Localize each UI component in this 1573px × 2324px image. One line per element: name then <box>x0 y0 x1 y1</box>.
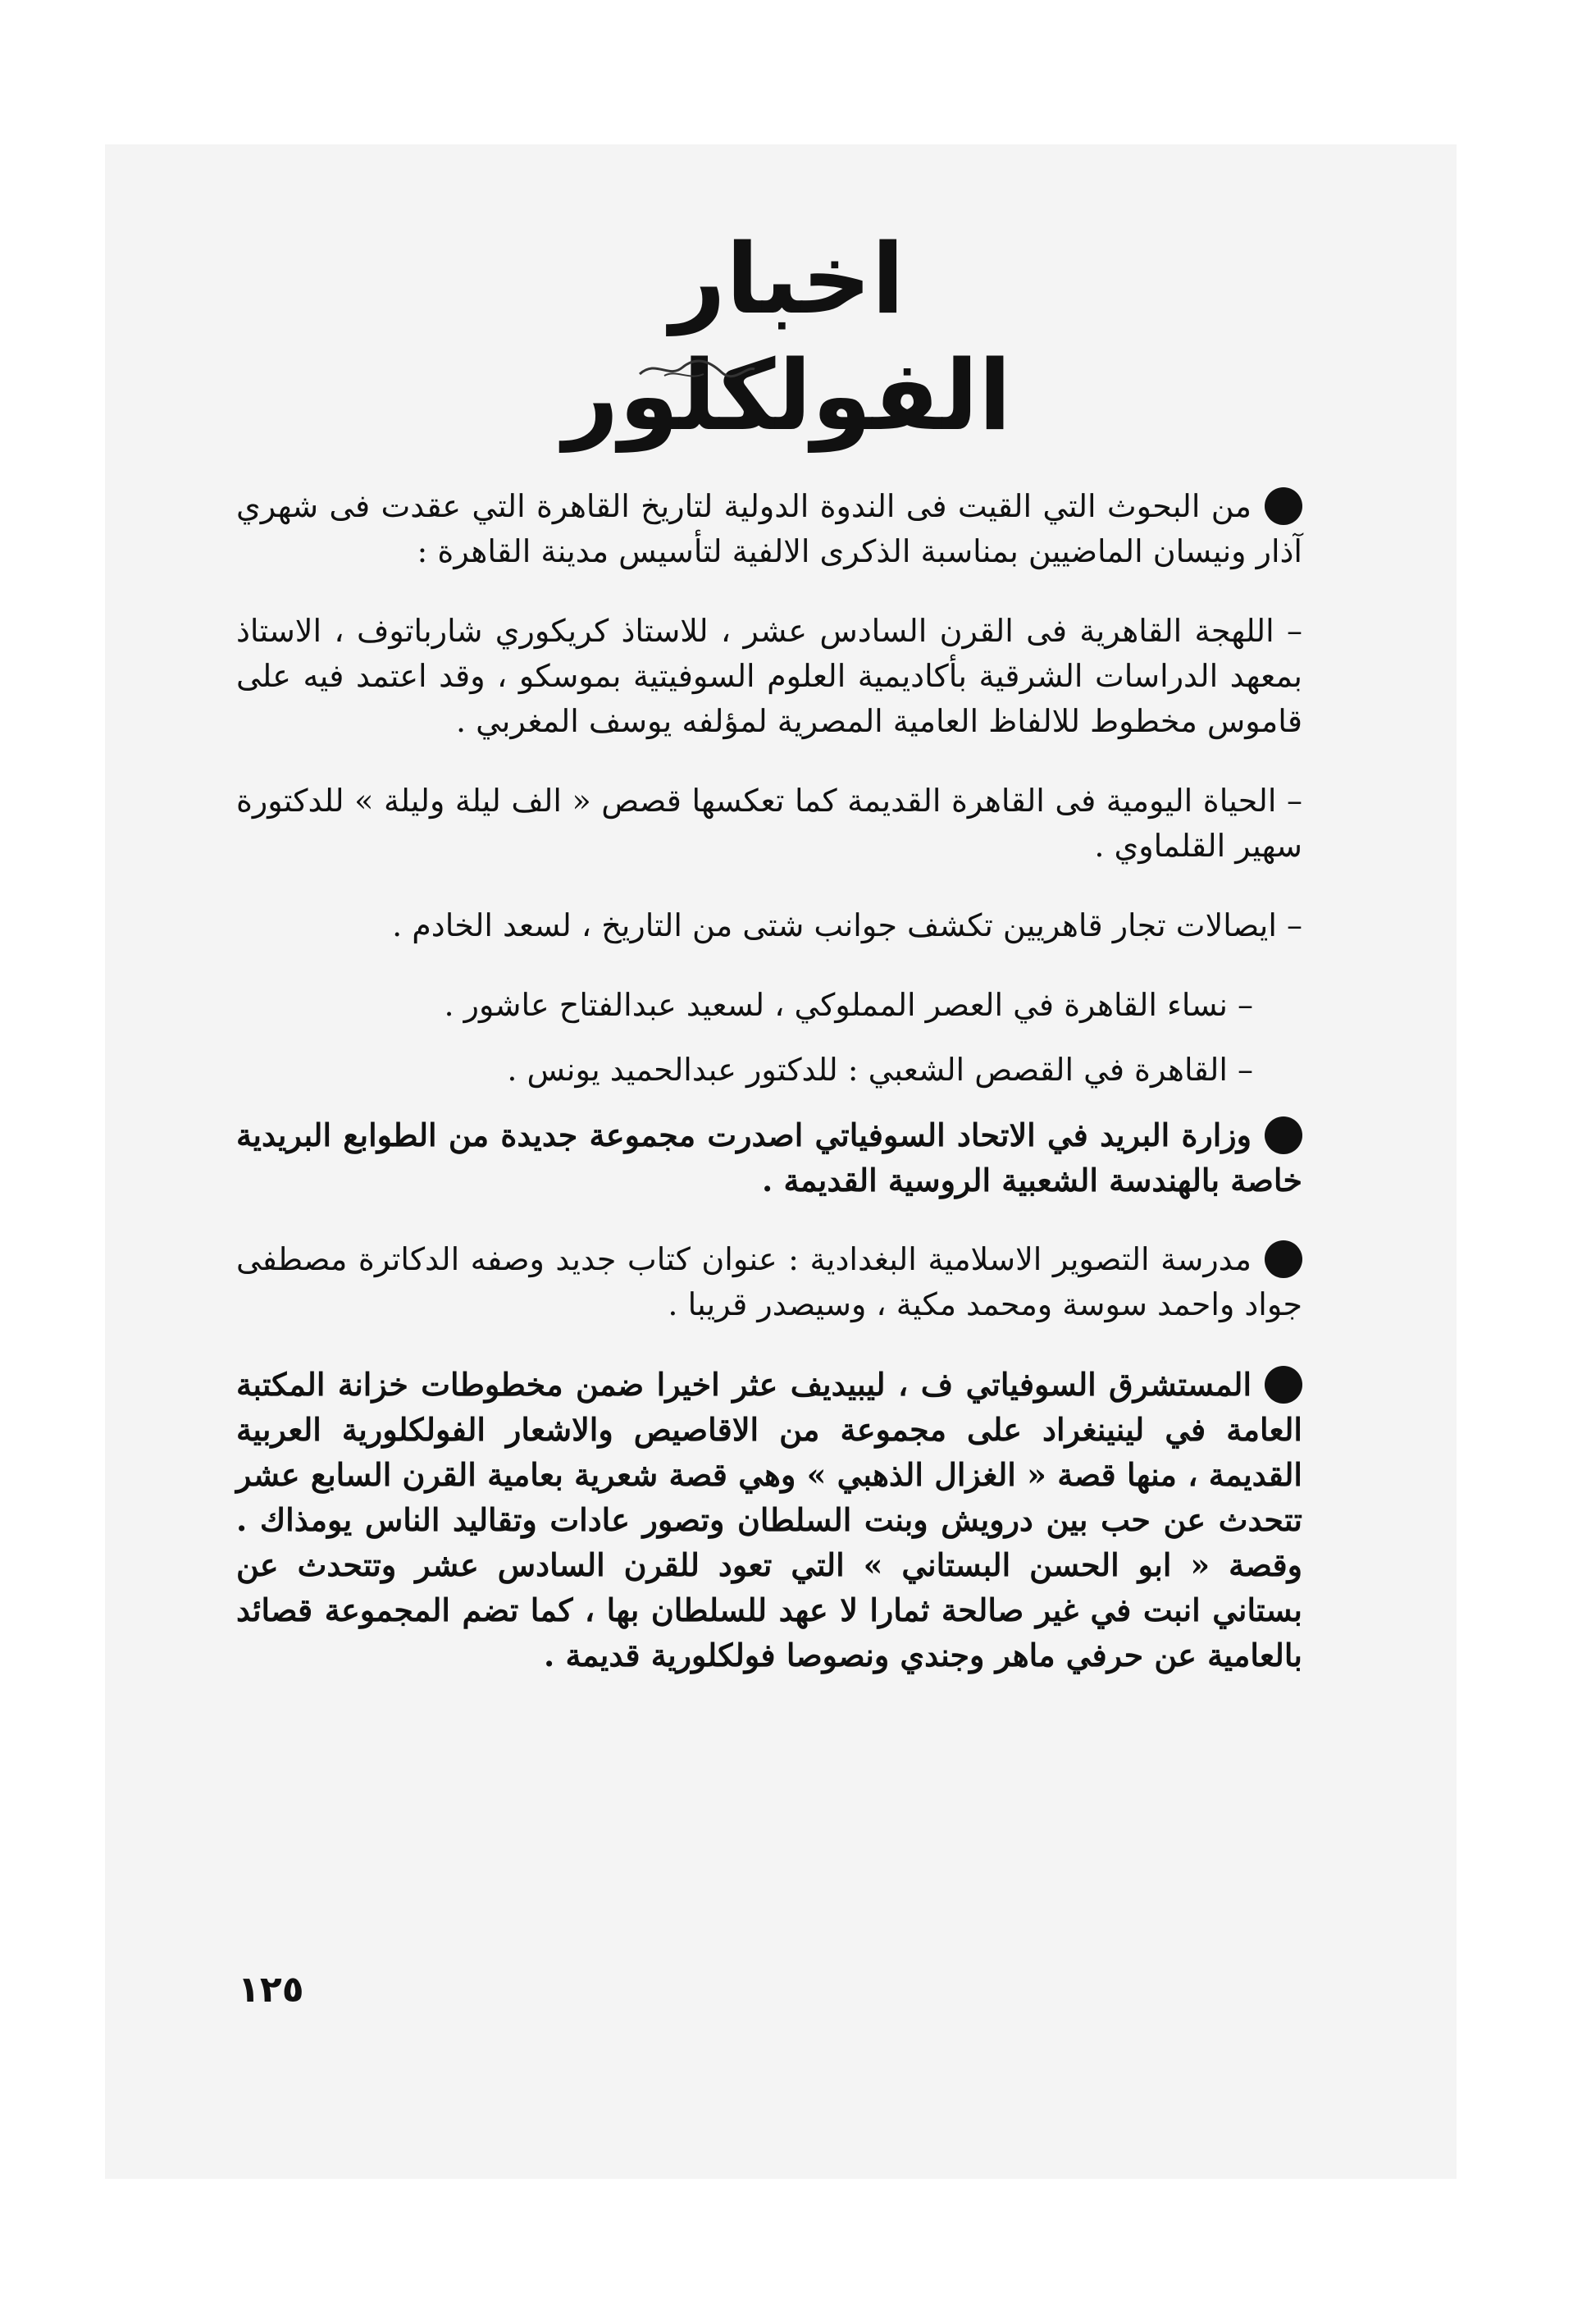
research-item: – نساء القاهرة في العصر المملوكي ، لسعيد عبدالفتاح عاشور . <box>444 987 1253 1023</box>
article-body <box>236 484 1302 1712</box>
bullet-dot-icon <box>1265 1240 1302 1278</box>
page-number: ١٢٥ <box>238 1969 304 2011</box>
research-item: – ايصالات تجار قاهريين تكشف جوانب شتى من التاريخ ، لسعد الخادم . <box>392 907 1302 943</box>
news-item-text: المستشرق السوفياتي ف ، ليبيديف عثر اخيرا ضمن مخطوطات خزانة المكتبة العامة في لينينغراد على مجموعة من الاقاصيص والاشعار الفولكلورية العربية القديمة ، منها قصة « الغزال الذهبي » وهي قصة شعرية بعامية القرن السابع عشر تتحدث عن حب بين درويش وبنت السلطان وتصور عادات وتقاليد الناس يومذاك . وقصة « ابو الحسن البستاني » التي تعود للقرن السادس عشر وتتحدث عن بستاني انبت في غير صالحة ثمارا لا عهد للسلطان بها ، كما تضم المجموعة قصائد بالعامية عن حرفي ماهر وجندي ونصوصا فولكلورية قديمة . <box>236 1366 1302 1673</box>
news-item-cairo-symposium <box>236 484 1302 574</box>
bullet-dot-icon <box>1265 487 1302 525</box>
research-item: – القاهرة في القصص الشعبي : للدكتور عبدالحميد يونس . <box>507 1052 1253 1088</box>
calligrapher-signature <box>631 351 763 384</box>
bullet-dot-icon <box>1265 1366 1302 1404</box>
news-item-leningrad-manuscripts <box>236 1362 1302 1678</box>
bullet-dot-icon <box>1265 1116 1302 1154</box>
news-item-text: مدرسة التصوير الاسلامية البغدادية : عنوان كتاب جديد وصفه الدكاترة مصطفى جواد واحمد سوسة ومحمد مكية ، وسيصدر قريبا . <box>236 1241 1302 1322</box>
news-item-text: وزارة البريد في الاتحاد السوفياتي اصدرت مجموعة جديدة من الطوابع البريدية خاصة بالهندسة الشعبية الروسية القديمة . <box>236 1116 1302 1199</box>
research-item: – اللهجة القاهرية فى القرن السادس عشر ، للاستاذ كريكوري شارباتوف ، الاستاذ بمعهد الدراسات الشرقية بأكاديمية العلوم السوفيتية بموسكو ، وقد اعتمد فيه على قاموس مخطوط للالفاظ العامية المصرية لمؤلفه يوسف المغربي . <box>236 613 1302 739</box>
news-item-soviet-stamps <box>236 1112 1302 1203</box>
news-item-baghdad-school <box>236 1237 1302 1327</box>
news-item-text: من البحوث التي القيت فى الندوة الدولية لتاريخ القاهرة التي عقدت فى شهري آذار ونيسان الماضيين بمناسبة الذكرى الالفية لتأسيس مدينة القاهرة : <box>236 488 1302 569</box>
section-title: اخبار الفولكلور <box>563 222 1012 452</box>
research-item: – الحياة اليومية فى القاهرة القديمة كما تعكسها قصص « الف ليلة وليلة » للدكتورة سهير القلماوي . <box>236 783 1302 864</box>
